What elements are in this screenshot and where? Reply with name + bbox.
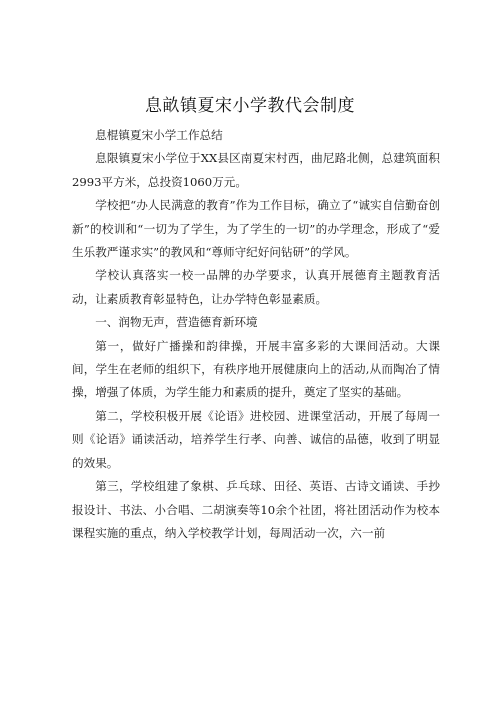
paragraph-first: 第一，做好广播操和韵律操，开展丰富多彩的大课间活动。大课间，学生在老师的组织下，有秩序地开展健康向上的活动,从而陶冶了情操，增强了体质，为学生能力和素质的提升，奠定了坚实的基础。 [72, 338, 440, 400]
section-heading: 一、润物无声，营造德育新环境 [95, 315, 258, 330]
paragraph-intro: 息限镇夏宋小学位于XX县区南夏宋村西，曲尼路北侧，总建筑面积2993平方米，总投资1060万元。 [72, 151, 440, 189]
paragraph-third: 第三，学校组建了象棋、乒乓球、田径、英语、古诗文诵读、手抄报设计、书法、小合唱、二胡演奏等10余个社团，将社团活动作为校本课程实施的重点，纳入学校教学计划，每周活动一次，六一前 [72, 479, 440, 540]
paragraph-second: 第二，学校积极开展《论语》进校园、进课堂活动，开展了每周一则《论语》诵读活动，培养学生行孝、向善、诚信的品德，收到了明显的效果。 [72, 408, 440, 470]
document-body [72, 124, 440, 545]
paragraph-motto: 学校把“办人民满意的教育”作为工作目标，确立了“诚实自信勤奋创新”的校训和“一切为了学生，为了学生的一切”的办学理念，形成了“爱生乐教严谨求实”的教风和“尊师守纪好问钻研”的学风。 [72, 198, 440, 260]
paragraph-subtitle: 息棍镇夏宋小学工作总结 [95, 128, 223, 142]
paragraph-requirements: 学校认真落实一校一品牌的办学要求，认真开展德育主题教育活动，让素质教育彰显特色，让办学特色彰显素质。 [72, 268, 440, 306]
document-title: 息畝镇夏宋小学教代会制度 [145, 96, 355, 116]
